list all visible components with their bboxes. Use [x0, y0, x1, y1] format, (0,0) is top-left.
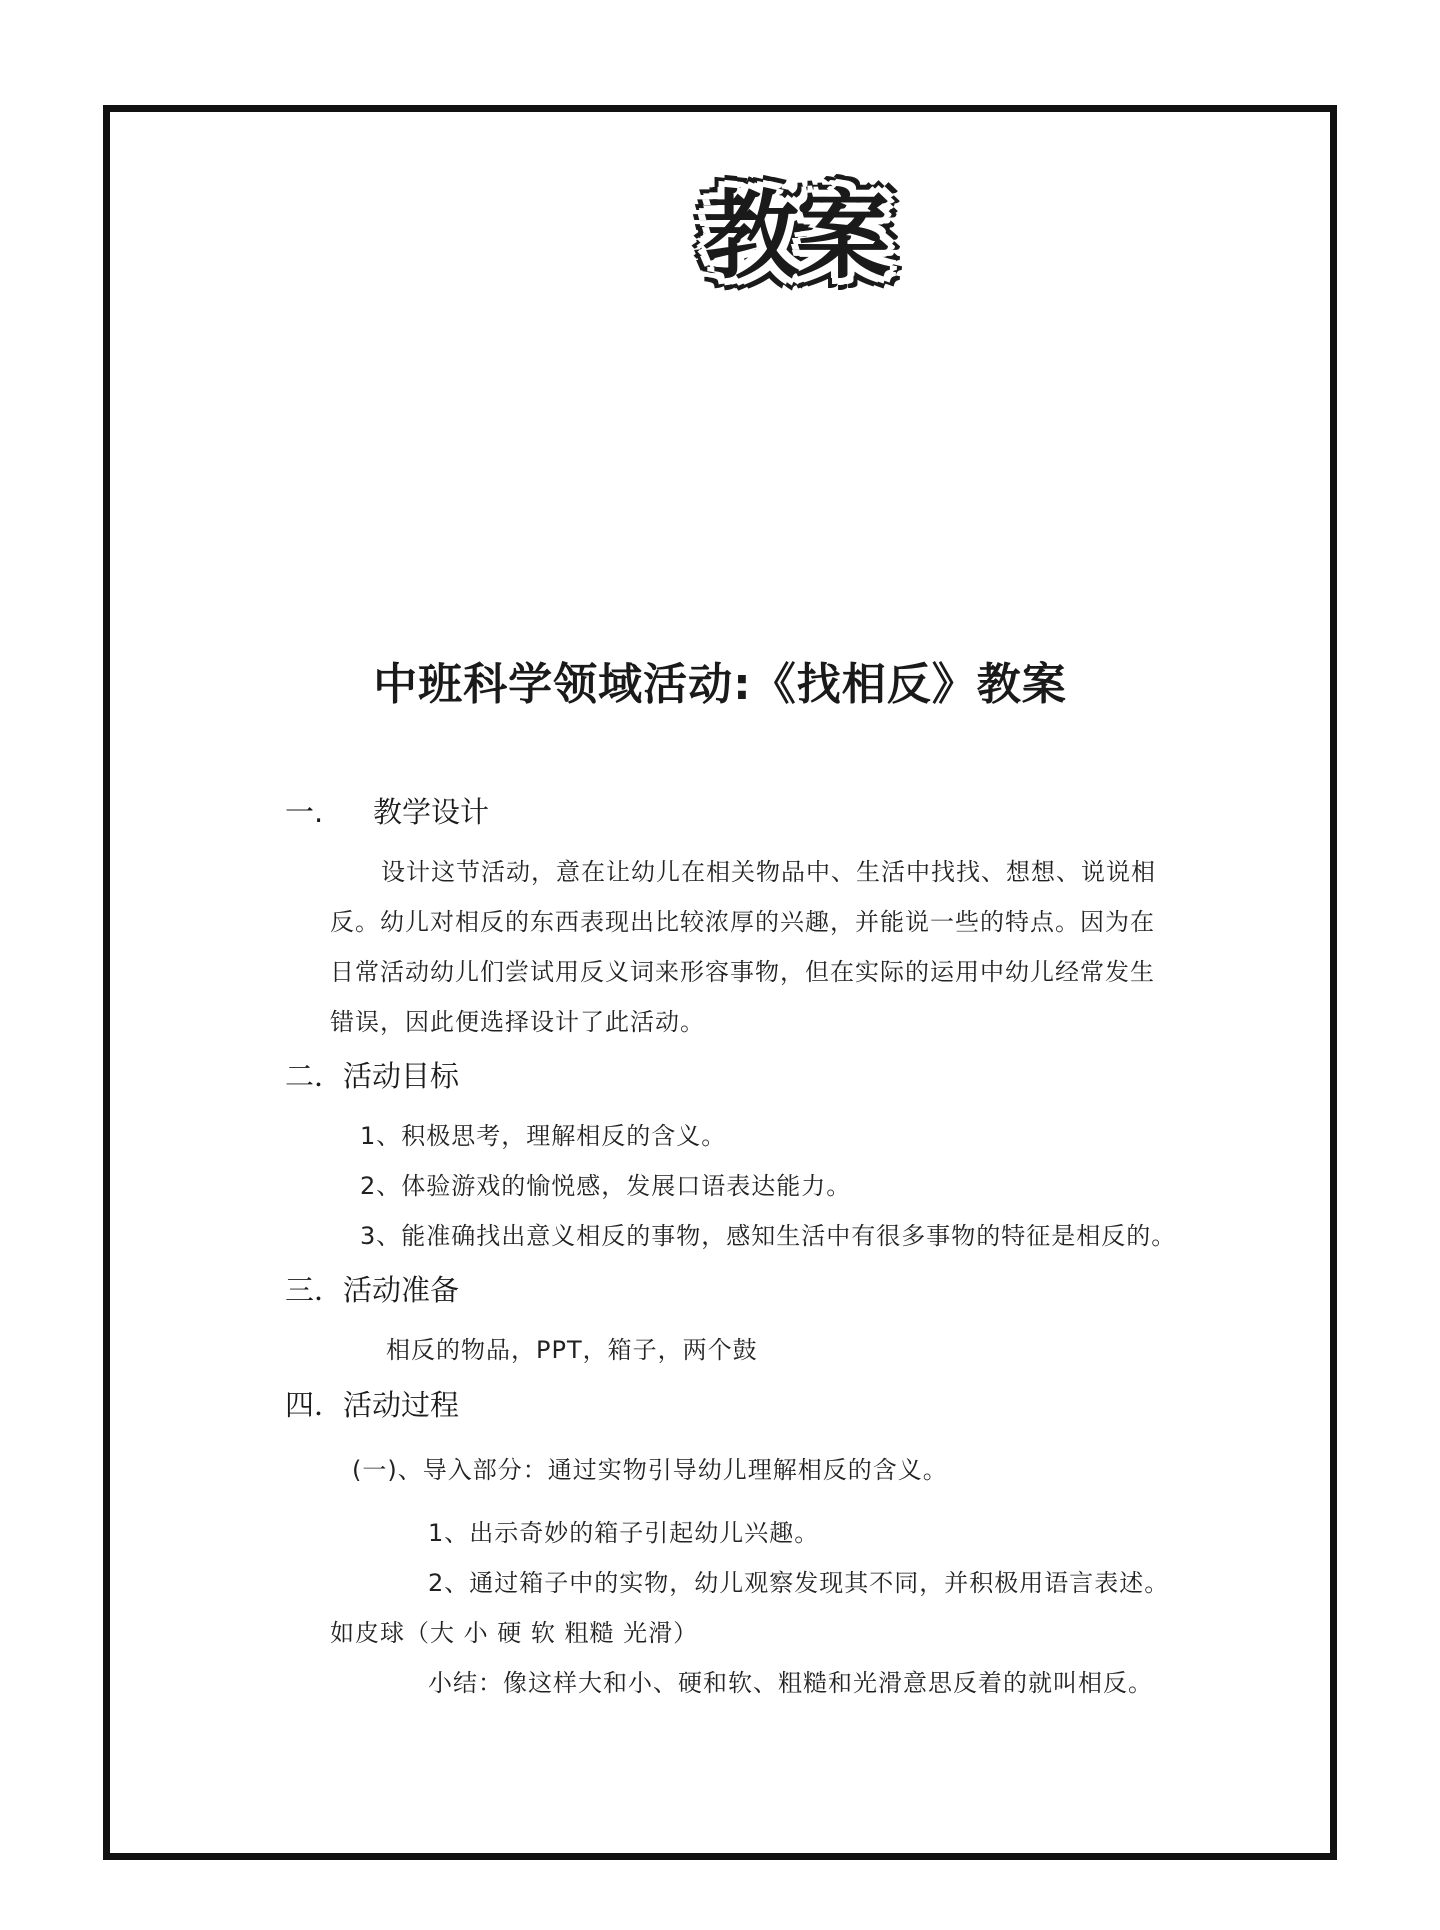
section-heading-1 [285, 790, 489, 831]
goal-item: 2、体验游戏的愉悦感，发展口语表达能力。 [360, 1172, 852, 1200]
process-step: 如皮球（大 小 硬 软 粗糙 光滑） [330, 1619, 699, 1647]
process-subheading: (一)、导入部分：通过实物引导幼儿理解相反的含义。 [352, 1456, 948, 1484]
paragraph-line: 错误，因此便选择设计了此活动。 [330, 1008, 705, 1036]
paragraph-line: 日常活动幼儿们尝试用反义词来形容事物，但在实际的运用中幼儿经常发生 [330, 958, 1155, 986]
section-heading-2: 二．活动目标 [285, 1059, 460, 1093]
paragraph-line: 设计这节活动，意在让幼儿在相关物品中、生活中找找、想想、说说相 [381, 858, 1156, 886]
section-number-1: 一. [285, 795, 324, 829]
paragraph-line: 反。幼儿对相反的东西表现出比较浓厚的兴趣，并能说一些的特点。因为在 [330, 908, 1155, 936]
lesson-plan-stamp [690, 168, 900, 292]
goal-item: 3、能准确找出意义相反的事物，感知生活中有很多事物的特征是相反的。 [360, 1222, 1177, 1250]
section-title-1: 教学设计 [373, 795, 490, 829]
section-heading-4: 四．活动过程 [285, 1388, 460, 1422]
process-step: 1、出示奇妙的箱子引起幼儿兴趣。 [428, 1519, 820, 1547]
goal-item: 1、积极思考，理解相反的含义。 [360, 1122, 727, 1150]
process-summary: 小结：像这样大和小、硬和软、粗糙和光滑意思反着的就叫相反。 [428, 1669, 1153, 1697]
materials-line: 相反的物品，PPT，箱子，两个鼓 [386, 1336, 758, 1364]
process-step: 2、通过箱子中的实物，幼儿观察发现其不同，并积极用语言表述。 [428, 1569, 1170, 1597]
section-heading-3: 三．活动准备 [285, 1273, 460, 1307]
document-title: 中班科学领域活动:《找相反》教案 [373, 659, 1067, 710]
stamp-text: 教案 [703, 179, 887, 292]
